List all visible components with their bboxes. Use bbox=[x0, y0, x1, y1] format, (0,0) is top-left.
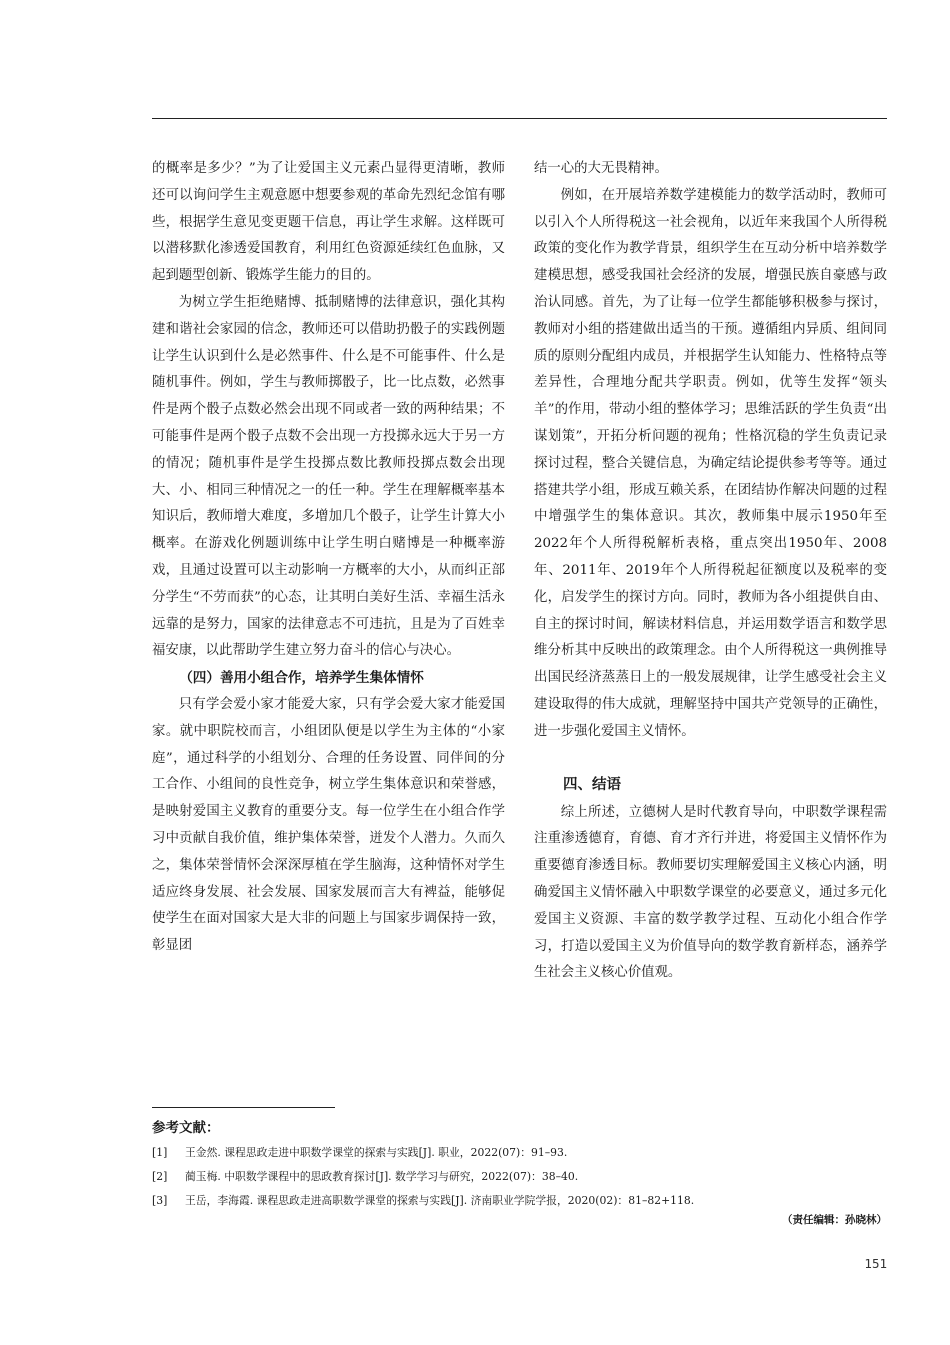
reference-text: 蔺玉梅. 中职数学课程中的思政教育探讨[J]. 数学学习与研究，2022(07)：38–40. bbox=[185, 1170, 579, 1183]
body-paragraph: 例如，在开展培养数学建模能力的数学活动时，教师可以引入个人所得税这一社会视角，以近年来我国个人所得税政策的变化作为教学背景，组织学生在互动分析中培养数学建模思想，感受我国社会经济的发展，增强民族自豪感与政治认同感。首先，为了让每一位学生都能够积极参与探讨，教师对小组的搭建做出适当的干预。遵循组内异质、组间同质的原则分配组内成员，并根据学生认知能力、性格特点等差异性，合理地分配共学职责。例如，优等生发挥“领头羊”的作用，带动小组的整体学习；思维活跃的学生负责“出谋划策”，开拓分析问题的视角；性格沉稳的学生负责记录探讨过程，整合关键信息，为确定结论提供参考等等。通过搭建共学小组，形成互赖关系，在团结协作解决问题的过程中增强学生的集体意识。其次，教师集中展示1950年至2022年个人所得税解析表格，重点突出1950年、2008年、2011年、2019年个人所得税起征额度以及税率的变化，启发学生的探讨方向。同时，教师为各小组提供自由、自主的探讨时间，解读材料信息，并运用数学语言和数学思维分析其中反映出的政策理念。由个人所得税这一典例推导出国民经济蒸蒸日上的一般发展规律，让学生感受社会主义建设取得的伟大成就，理解坚持中国共产党领导的正确性，进一步强化爱国主义情怀。 bbox=[534, 187, 887, 739]
reference-number: [3] bbox=[152, 1194, 168, 1207]
references-rule bbox=[152, 1107, 335, 1108]
reference-number: [2] bbox=[152, 1170, 168, 1183]
reference-item bbox=[152, 1165, 887, 1189]
body-paragraph: 综上所述，立德树人是时代教育导向，中职数学课程需注重渗透德育，育德、育才齐行并进，将爱国主义情怀作为重要德育渗透目标。教师要切实理解爱国主义核心内涵，明确爱国主义情怀融入中职数学课堂的必要意义，通过多元化爱国主义资源、丰富的数学教学过程、互动化小组合作学习，打造以爱国主义为价值导向的数学教育新样态，涵养学生社会主义核心价值观。 bbox=[534, 804, 887, 981]
reference-item bbox=[152, 1141, 887, 1165]
section-heading: 四、结语 bbox=[563, 776, 621, 793]
reference-text: 王岳，李海霞. 课程思政走进高职数学课堂的探索与实践[J]. 济南职业学院学报，2020(02)：81–82+118. bbox=[185, 1194, 695, 1207]
references-title: 参考文献： bbox=[152, 1120, 220, 1136]
reference-text: 王金然. 课程思政走进中职数学课堂的探索与实践[J]. 职业，2022(07)：91–93. bbox=[185, 1146, 568, 1159]
body-paragraph: 为树立学生拒绝赌博、抵制赌博的法律意识，强化其构建和谐社会家园的信念，教师还可以借助扔骰子的实践例题让学生认识到什么是必然事件、什么是不可能事件、什么是随机事件。例如，学生与教师掷骰子，比一比点数，必然事件是两个骰子点数必然会出现不同或者一致的两种结果；不可能事件是两个骰子点数不会出现一方投掷永远大于另一方的情况；随机事件是学生投掷点数比教师投掷点数会出现大、小、相同三种情况之一的任一种。学生在理解概率基本知识后，教师增大难度，多增加几个骰子，让学生计算大小概率。在游戏化例题训练中让学生明白赌博是一种概率游戏，且通过设置可以主动影响一方概率的大小，从而纠正部分学生“不劳而获”的心态，让其明白美好生活、幸福生活永远靠的是努力，国家的法律意志不可违抗，且是为了百姓幸福安康，以此帮助学生建立努力奋斗的信心与决心。 bbox=[152, 294, 505, 659]
subsection-heading: （四）善用小组合作，培养学生集体情怀 bbox=[179, 670, 424, 687]
page-number: 151 bbox=[864, 1256, 887, 1271]
reference-item bbox=[152, 1189, 887, 1213]
right-column bbox=[534, 156, 887, 987]
body-paragraph: 结一心的大无畏精神。 bbox=[534, 161, 668, 176]
references-list bbox=[152, 1141, 887, 1213]
header-rule bbox=[152, 118, 887, 119]
body-paragraph: 的概率是多少？”为了让爱国主义元素凸显得更清晰，教师还可以询问学生主观意愿中想要参观的革命先烈纪念馆有哪些，根据学生意见变更题干信息，再让学生求解。这样既可以潜移默化渗透爱国教育，利用红色资源延续红色血脉，又起到题型创新、锻炼学生能力的目的。 bbox=[152, 161, 505, 284]
left-column bbox=[152, 156, 505, 960]
reference-number: [1] bbox=[152, 1146, 168, 1159]
responsible-editor: （责任编辑：孙晓林） bbox=[782, 1214, 887, 1226]
body-paragraph: 只有学会爱小家才能爱大家，只有学会爱大家才能爱国家。就中职院校而言，小组团队便是以学生为主体的“小家庭”，通过科学的小组划分、合理的任务设置、同伴间的分工合作、小组间的良性竞争，树立学生集体意识和荣誉感，是映射爱国主义教育的重要分支。每一位学生在小组合作学习中贡献自我价值，维护集体荣誉，迸发个人潜力。久而久之，集体荣誉情怀会深深厚植在学生脑海，这种情怀对学生适应终身发展、社会发展、国家发展而言大有裨益，能够促使学生在面对国家大是大非的问题上与国家步调保持一致，彰显团 bbox=[152, 696, 505, 954]
